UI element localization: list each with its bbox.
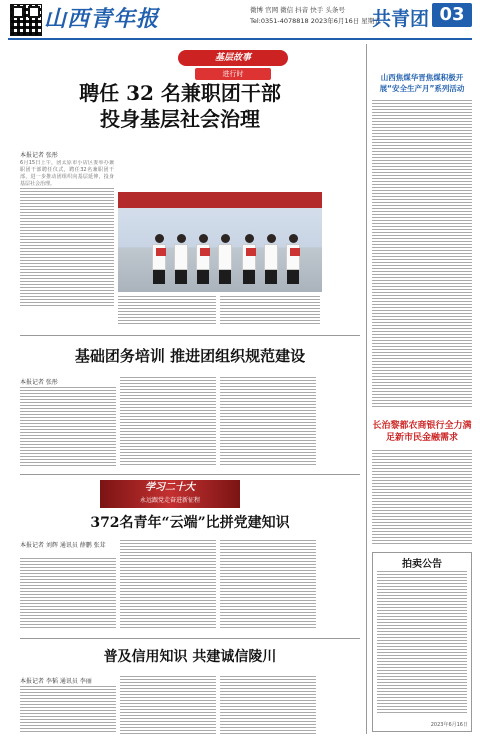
story2-body-col2 xyxy=(120,377,216,469)
certificate xyxy=(156,248,166,256)
column-divider xyxy=(366,44,367,734)
right-body-2 xyxy=(372,450,472,546)
notice-title: 拍卖公告 xyxy=(402,559,442,570)
header-rule xyxy=(8,38,472,40)
page-number: 03 xyxy=(432,3,472,27)
divider xyxy=(20,474,360,475)
qr-code-icon xyxy=(10,4,42,36)
header-links: 微博 官网 微信 抖音 快手 头条号 xyxy=(250,6,345,14)
story4-body-col3 xyxy=(220,676,316,736)
photo-person xyxy=(196,234,210,284)
masthead: 山西青年报 xyxy=(44,6,160,32)
headline-main-line2: 投身基层社会治理 xyxy=(100,107,260,131)
headline-story2: 基础团务培训 推进团组织规范建设 xyxy=(74,347,306,365)
divider xyxy=(20,335,360,336)
story3-body-col3 xyxy=(220,540,316,632)
byline: 本报记者 刘辉 通讯员 薛鹏 张茸 xyxy=(20,542,106,549)
study-banner-subtitle: 永远跟党走奋进新征程 xyxy=(139,497,200,504)
photo-person xyxy=(264,234,278,284)
notice-date: 2023年6月16日 xyxy=(430,722,468,728)
auction-notice xyxy=(372,552,472,732)
story1-body-col1 xyxy=(20,160,114,320)
story-badge: 基层故事 xyxy=(178,50,288,66)
page-header xyxy=(0,0,480,44)
photo-person xyxy=(242,234,256,284)
story4-body-col1 xyxy=(20,686,116,736)
photo-person xyxy=(218,234,232,284)
headline-story4: 普及信用知识 共建诚信陵川 xyxy=(103,649,277,665)
certificate xyxy=(200,248,210,256)
photo-person xyxy=(174,234,188,284)
headline-main-line1: 聘任 32 名兼职团干部 xyxy=(79,81,281,105)
byline: 本报记者 张彤 xyxy=(20,379,58,386)
story1-body-col2 xyxy=(118,296,216,326)
headline-story3: 372名青年“云端”比拼党建知识 xyxy=(90,515,290,531)
photo-person xyxy=(152,234,166,284)
story3-body-col2 xyxy=(120,540,216,632)
headline-main xyxy=(20,80,340,132)
notice-body xyxy=(377,571,467,717)
story4-body-col2 xyxy=(120,676,216,736)
study-banner-title: 学习二十大 xyxy=(145,482,195,493)
right-body xyxy=(372,100,472,410)
byline: 本报记者 李韬 通讯员 李丽 xyxy=(20,678,92,685)
study-banner xyxy=(100,480,240,508)
divider xyxy=(20,638,360,639)
right-headline: 山西焦煤华晋焦煤积极开展“安全生产月”系列活动 xyxy=(379,73,465,93)
section-name: 共青团 xyxy=(372,8,430,30)
story2-body-col3 xyxy=(220,377,316,469)
photo-banner xyxy=(118,192,322,208)
header-meta: Tel:0351-4078818 2023年6月16日 星期五 xyxy=(250,17,381,25)
certificate xyxy=(246,248,256,256)
photo-person xyxy=(286,234,300,284)
story-badge-sub: 进行时 xyxy=(195,68,271,80)
story2-body-col1 xyxy=(20,387,116,469)
story1-body-col3 xyxy=(220,296,320,326)
news-photo xyxy=(118,192,322,292)
story3-body-col1 xyxy=(20,558,116,632)
certificate xyxy=(290,248,300,256)
story1-intro: 6月15日上午，团太原市小店区委举办兼职团干部聘任仪式，聘任32名兼职团干部，进一步推动团组织向基层延伸，投身基层社会治理。 xyxy=(20,160,114,187)
right-headline-2: 长治黎都农商银行全力满足新市民金融需求 xyxy=(372,421,472,443)
byline: 本报记者 张彤 xyxy=(20,152,58,159)
